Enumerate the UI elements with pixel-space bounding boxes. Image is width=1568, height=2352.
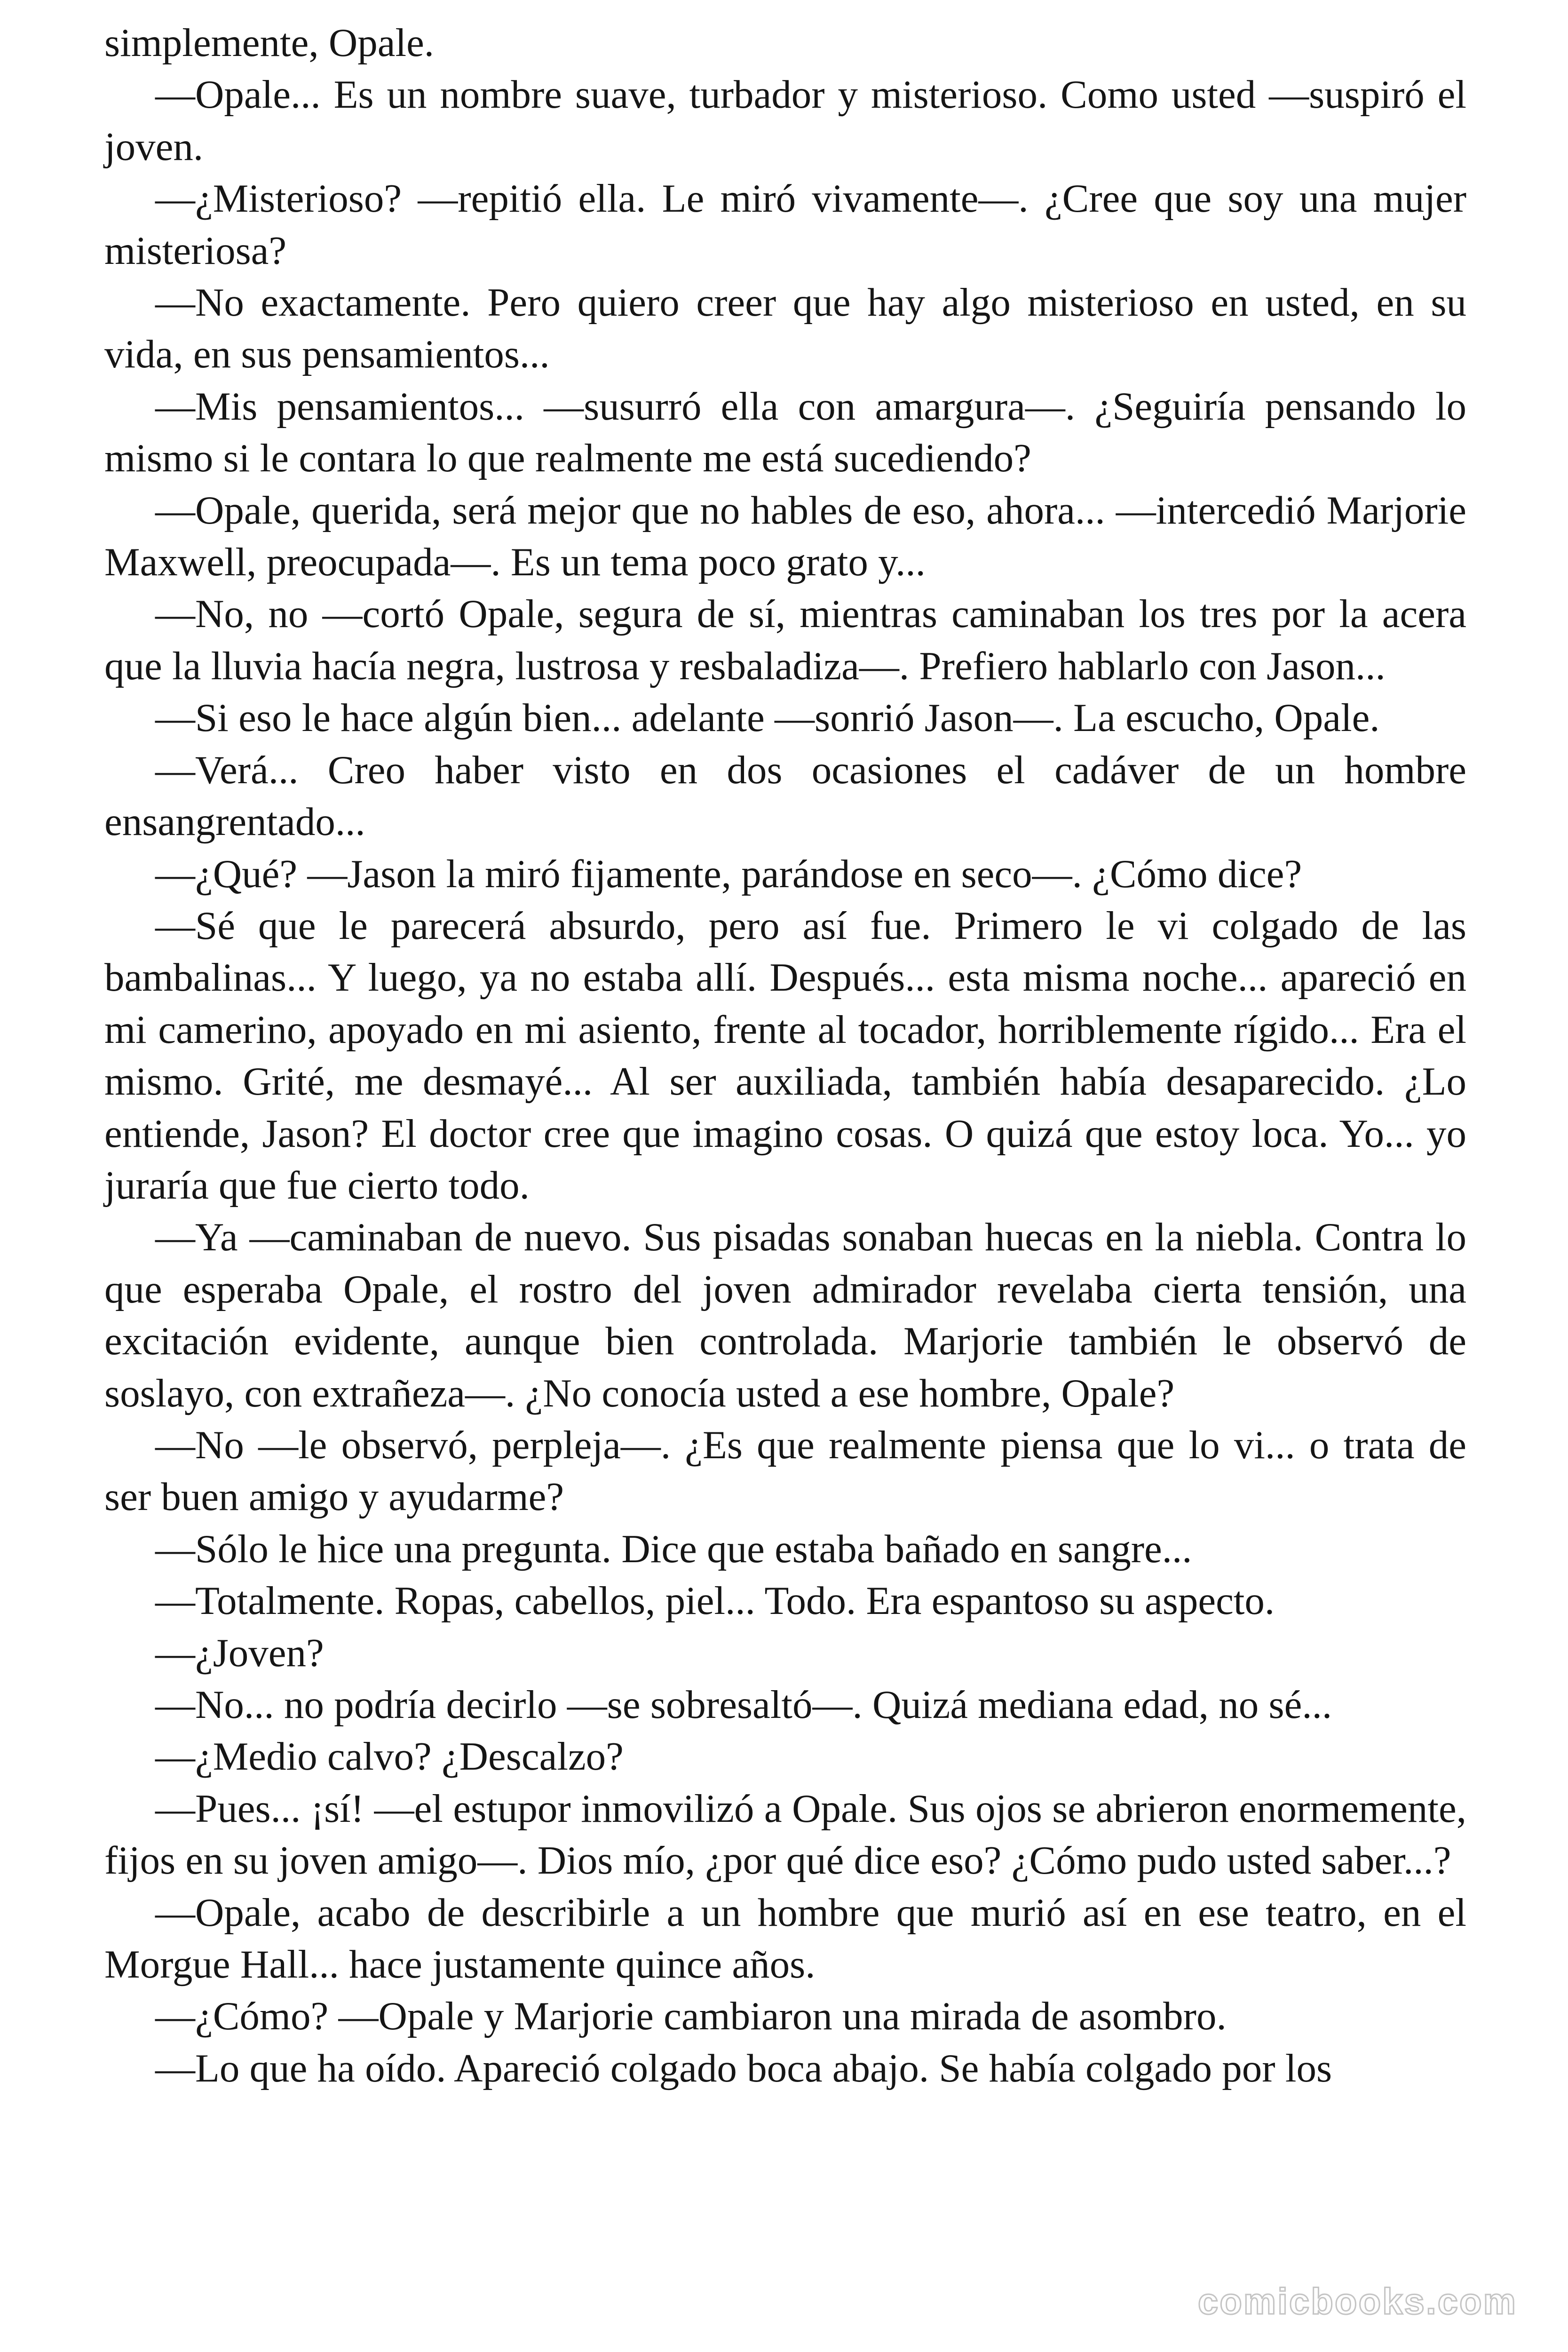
paragraph: —¿Cómo? —Opale y Marjorie cambiaron una mirada de asombro. (155, 1994, 1227, 2039)
paragraph: —Opale, querida, será mejor que no hables de eso, ahora... —intercedió Marjorie Maxwell, preocupada—. Es un tema poco grato y... (104, 488, 1466, 585)
paragraph: —No... no podría decirlo —se sobresaltó—. Quizá mediana edad, no sé... (155, 1683, 1332, 1727)
paragraph: —No, no —cortó Opale, segura de sí, mientras caminaban los tres por la acera que la lluvia hacía negra, lustrosa y resbaladiza—. Prefiero hablarlo con Jason... (104, 592, 1466, 688)
paragraph: —¿Misterioso? —repitió ella. Le miró vivamente—. ¿Cree que soy una mujer misteriosa? (104, 176, 1466, 273)
paragraph: —Totalmente. Ropas, cabellos, piel... Todo. Era espantoso su aspecto. (155, 1579, 1275, 1623)
paragraph: —¿Qué? —Jason la miró fijamente, parándose en seco—. ¿Cómo dice? (155, 851, 1302, 896)
paragraph: —Opale... Es un nombre suave, turbador y misterioso. Como usted —suspiró el joven. (104, 72, 1466, 169)
paragraph: —Sólo le hice una pregunta. Dice que estaba bañado en sangre... (155, 1526, 1192, 1571)
paragraph: simplemente, Opale. (104, 21, 435, 65)
paragraph: —No —le observó, perpleja—. ¿Es que realmente piensa que lo vi... o trata de ser buen amigo y ayudarme? (104, 1422, 1466, 1519)
paragraph: —Lo que ha oído. Apareció colgado boca abajo. Se había colgado por los (155, 2046, 1332, 2090)
paragraph: —No exactamente. Pero quiero creer que hay algo misterioso en usted, en su vida, en sus pensamientos... (104, 280, 1466, 377)
paragraph: —¿Medio calvo? ¿Descalzo? (155, 1734, 624, 1779)
watermark: comicbooks.com (1197, 2280, 1517, 2322)
paragraph: —Pues... ¡sí! —el estupor inmovilizó a Opale. Sus ojos se abrieron enormemente, fijos en su joven amigo—. Dios mío, ¿por qué dice eso? ¿Cómo pudo usted saber...? (104, 1786, 1466, 1883)
paragraph: —Ya —caminaban de nuevo. Sus pisadas sonaban huecas en la niebla. Contra lo que esperaba Opale, el rostro del joven admirador revelaba cierta tensión, una excitación evidente, aunque bien controlada. Marjorie también le observó de soslayo, con extrañeza—. ¿No conocía usted a ese hombre, Opale? (104, 1215, 1466, 1415)
paragraph: —Opale, acabo de describirle a un hombre que murió así en ese teatro, en el Morgue Hall... hace justamente quince años. (104, 1890, 1466, 1987)
paragraph: —¿Joven? (155, 1630, 324, 1675)
paragraph: —Si eso le hace algún bien... adelante —sonrió Jason—. La escucho, Opale. (155, 696, 1380, 740)
paragraph: —Verá... Creo haber visto en dos ocasiones el cadáver de un hombre ensangrentado... (104, 747, 1466, 844)
paragraph: —Mis pensamientos... —susurró ella con amargura—. ¿Seguiría pensando lo mismo si le contara lo que realmente me está sucediendo? (104, 384, 1466, 481)
body-text (104, 17, 1466, 2094)
paragraph: —Sé que le parecerá absurdo, pero así fue. Primero le vi colgado de las bambalinas... Y luego, ya no estaba allí. Después... esta misma noche... apareció en mi camerino, apoyado en mi asiento, frente al tocador, horriblemente rígido... Era el mismo. Grité, me desmayé... Al ser auxiliada, también había desaparecido. ¿Lo entiende, Jason? El doctor cree que imagino cosas. O quizá que estoy loca. Yo... yo juraría que fue cierto todo. (104, 903, 1466, 1208)
